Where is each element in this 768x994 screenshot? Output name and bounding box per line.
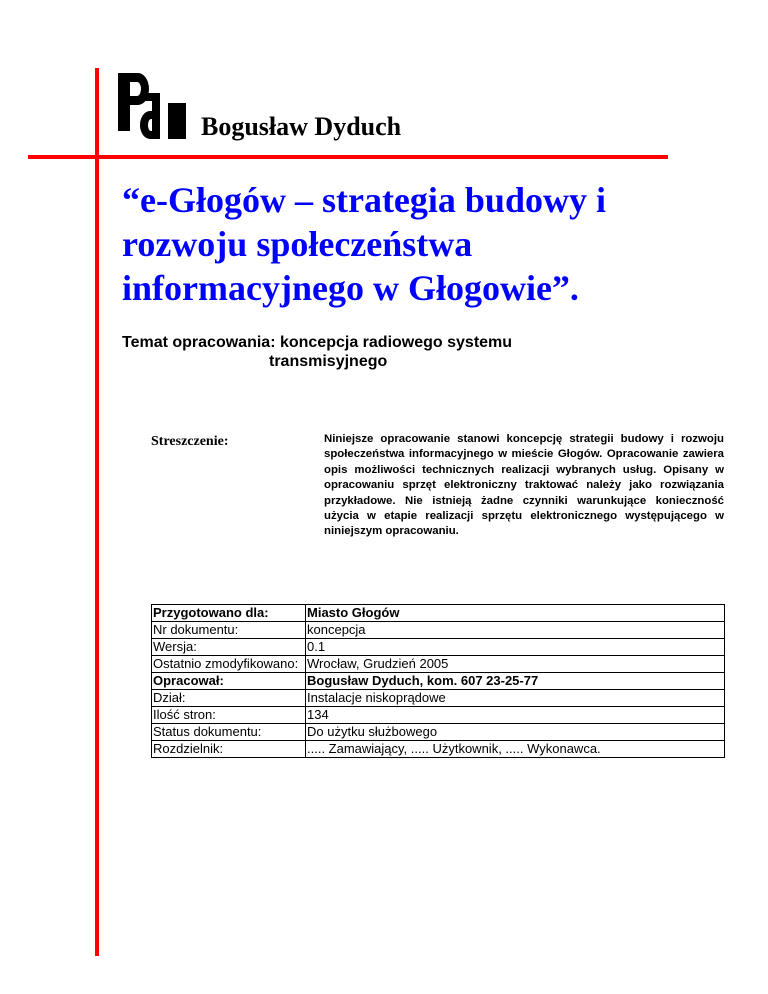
meta-value: Instalacje niskoprądowe: [306, 690, 725, 707]
table-row: [152, 605, 725, 622]
meta-key: Ostatnio zmodyfikowano:: [152, 656, 306, 673]
author-name: Bogusław Dyduch: [201, 112, 402, 141]
meta-key: Nr dokumentu:: [152, 622, 306, 639]
meta-value: Wrocław, Grudzień 2005: [306, 656, 725, 673]
document-title: “e-Głogów – strategia budowy i rozwoju społeczeństwa informacyjnego w Głogowie”.: [122, 180, 606, 308]
topic-line-1: Temat opracowania: koncepcja radiowego systemu: [122, 334, 513, 351]
meta-value: Miasto Głogów: [306, 605, 725, 622]
meta-key: Rozdzielnik:: [152, 741, 306, 758]
meta-value: ..... Zamawiający, ..... Użytkownik, ..... Wykonawca.: [306, 741, 725, 758]
meta-value: koncepcja: [306, 622, 725, 639]
red-vertical-rule: [95, 68, 99, 956]
table-row: [152, 639, 725, 656]
table-row: [152, 690, 725, 707]
document-metadata-table: [151, 604, 725, 758]
table-row: [152, 622, 725, 639]
company-logo-icon: [118, 73, 186, 139]
meta-value: 0.1: [306, 639, 725, 656]
meta-key: Przygotowano dla:: [152, 605, 306, 622]
meta-key: Dział:: [152, 690, 306, 707]
meta-key: Ilość stron:: [152, 707, 306, 724]
meta-value: 134: [306, 707, 725, 724]
abstract-text: Niniejsze opracowanie stanowi koncepcję strategii budowy i rozwoju społeczeństwa informacyjnego w mieście Głogów. Opracowanie zawiera opis możliwości technicznych realizacji wybranych usług. Opisany w opracowaniu sprzęt elektroniczny traktować należy jako rozwiązania przykładowe. Nie istnieją żadne czynniki warunkujące konieczność użycia w etapie realizacji sprzętu elektronicznego występującego w niniejszym opracowaniu.: [324, 433, 724, 538]
table-row: [152, 741, 725, 758]
meta-value: Do użytku służbowego: [306, 724, 725, 741]
red-horizontal-rule: [28, 155, 668, 159]
topic-line-2: transmisyjnego: [269, 353, 388, 370]
meta-key: Opracował:: [152, 673, 306, 690]
table-row: [152, 724, 725, 741]
meta-key: Status dokumentu:: [152, 724, 306, 741]
meta-key: Wersja:: [152, 639, 306, 656]
document-topic: [122, 333, 642, 371]
table-row: [152, 673, 725, 690]
meta-value: Bogusław Dyduch, kom. 607 23-25-77: [306, 673, 725, 690]
table-row: [152, 707, 725, 724]
table-row: [152, 656, 725, 673]
abstract-label: Streszczenie:: [151, 434, 229, 449]
